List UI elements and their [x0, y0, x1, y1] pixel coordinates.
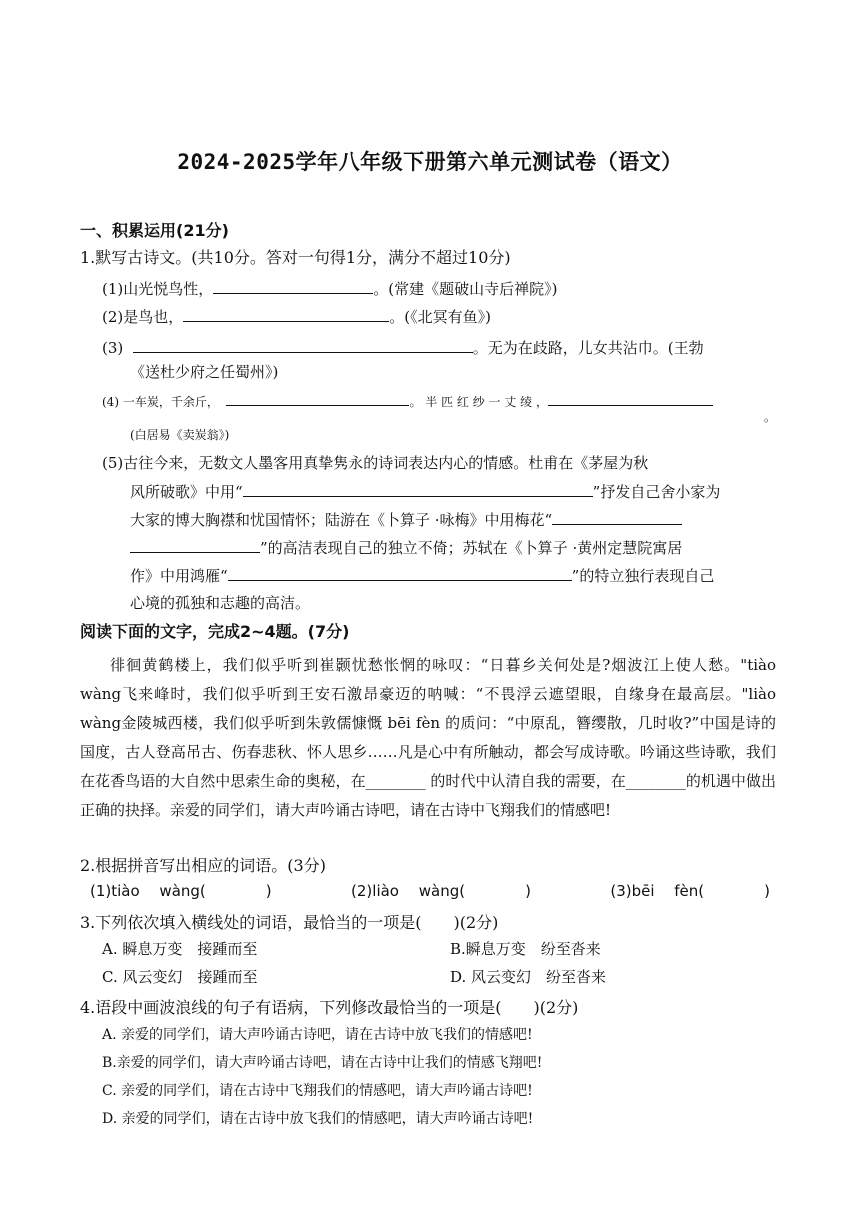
option-b[interactable]: B.瞬息万变 纷至沓来	[450, 940, 601, 958]
answer-blank[interactable]	[130, 536, 260, 553]
answer-blank[interactable]	[213, 277, 373, 294]
question-1-item-3: (3) 。无为在歧路，儿女共沾巾。(王勃	[102, 336, 704, 358]
question-1-item-2: (2)是鸟也， 。(《北冥有鱼》)	[102, 305, 491, 327]
question-4-stem: 4.语段中画波浪线的句子有语病，下列修改最恰当的一项是( )(2分)	[80, 998, 579, 1017]
answer-blank[interactable]	[226, 389, 409, 406]
option-a[interactable]: A. 瞬息万变 接踵而至	[102, 940, 258, 958]
question-1-item-1: (1)山光悦鸟性， 。(常建《题破山寺后禅院》)	[102, 277, 557, 299]
pinyin-item: (1)tiào wàng( )	[90, 882, 272, 900]
option-c[interactable]: C. 风云变幻 接踵而至	[102, 968, 258, 986]
option-a[interactable]: A. 亲爱的同学们，请大声吟诵古诗吧，请在古诗中放飞我们的情感吧!	[102, 1027, 533, 1043]
answer-blank[interactable]	[552, 508, 682, 525]
pinyin-item: (3)bēi fèn( )	[610, 882, 770, 900]
question-1-item-5-line-5: 作》中用鸿雁“ ”的特立独行表现自己	[130, 564, 714, 586]
question-1-item-3-source: 《送杜少府之任蜀州》)	[130, 363, 279, 381]
option-d[interactable]: D. 亲爱的同学们，请在古诗中放飞我们的情感吧，请大声吟诵古诗吧!	[102, 1111, 534, 1127]
question-3-stem: 3.下列依次填入横线处的词语，最恰当的一项是( )(2分)	[80, 913, 499, 932]
answer-blank[interactable]	[228, 564, 572, 581]
question-1-item-5-line-4: ”的高洁表现自己的独立不倚；苏轼在《卜算子 ·黄州定慧院寓居	[130, 536, 682, 558]
reading-heading: 阅读下面的文字，完成2~4题。(7分)	[80, 622, 350, 641]
question-1-item-4-period: 。	[764, 410, 777, 424]
question-1-item-5-line-2: 风所破歌》中用“ ”抒发自己舍小家为	[130, 480, 720, 502]
question-2-items	[90, 880, 770, 901]
question-1-item-5-line-1: (5)古往今来，无数文人墨客用真挚隽永的诗词表达内心的情感。杜甫在《茅屋为秋	[102, 454, 649, 472]
question-1-item-5-line-3: 大家的博大胸襟和忧国情怀；陆游在《卜算子 ·咏梅》中用梅花“	[130, 508, 682, 530]
option-d[interactable]: D. 风云变幻 纷至沓来	[450, 968, 607, 986]
answer-blank[interactable]	[183, 305, 389, 322]
option-c[interactable]: C. 亲爱的同学们，请在古诗中飞翔我们的情感吧，请大声吟诵古诗吧!	[102, 1083, 533, 1099]
pinyin-item: (2)liào wàng( )	[351, 882, 531, 900]
question-1-item-5-line-6: 心境的孤独和志趣的高洁。	[130, 594, 311, 612]
question-1-stem: 1.默写古诗文。(共10分。答对一句得1分，满分不超过10分)	[80, 248, 511, 267]
answer-blank[interactable]	[243, 480, 593, 497]
answer-blank[interactable]	[548, 389, 713, 406]
reading-passage: 徘徊黄鹤楼上，我们似乎听到崔颢忧愁怅惘的咏叹：“日暮乡关何处是?烟波江上使人愁。"tiào wàng飞来峰时，我们似乎听到王安石激昂豪迈的呐喊：“不畏浮云遮望眼，自缘身在最高层。"liào wàng金陵城西楼，我们似乎听到朱敦儒慷慨 bēi fèn 的质问：“中原乱，簪缨散，几时收?”中国是诗的国度，古人登高吊古、伤春悲秋、怀人思乡……凡是心中有所触动，都会写成诗歌。吟诵这些诗歌，我们在花香鸟语的大自然中思索生命的奥秘，在________ 的时代中认清自我的需要，在________的机遇中做出正确的抉择。亲爱的同学们，请大声吟诵古诗吧，请在古诗中飞翔我们的情感吧!	[80, 656, 776, 819]
answer-blank[interactable]	[133, 336, 473, 353]
question-2-stem: 2.根据拼音写出相应的词语。(3分)	[80, 856, 326, 875]
question-1-item-4-source: (白居易《卖炭翁》)	[130, 428, 230, 442]
option-b[interactable]: B.亲爱的同学们，请大声吟诵古诗吧，请在古诗中让我们的情感飞翔吧!	[102, 1055, 543, 1071]
section-heading: 一、积累运用(21分)	[80, 221, 229, 240]
question-1-item-4: (4) 一车炭，千余斤， 。 半 匹 红 纱 一 丈 绫 ，	[102, 389, 713, 410]
page-title: 2024-2025学年八年级下册第六单元测试卷（语文）	[177, 150, 683, 174]
